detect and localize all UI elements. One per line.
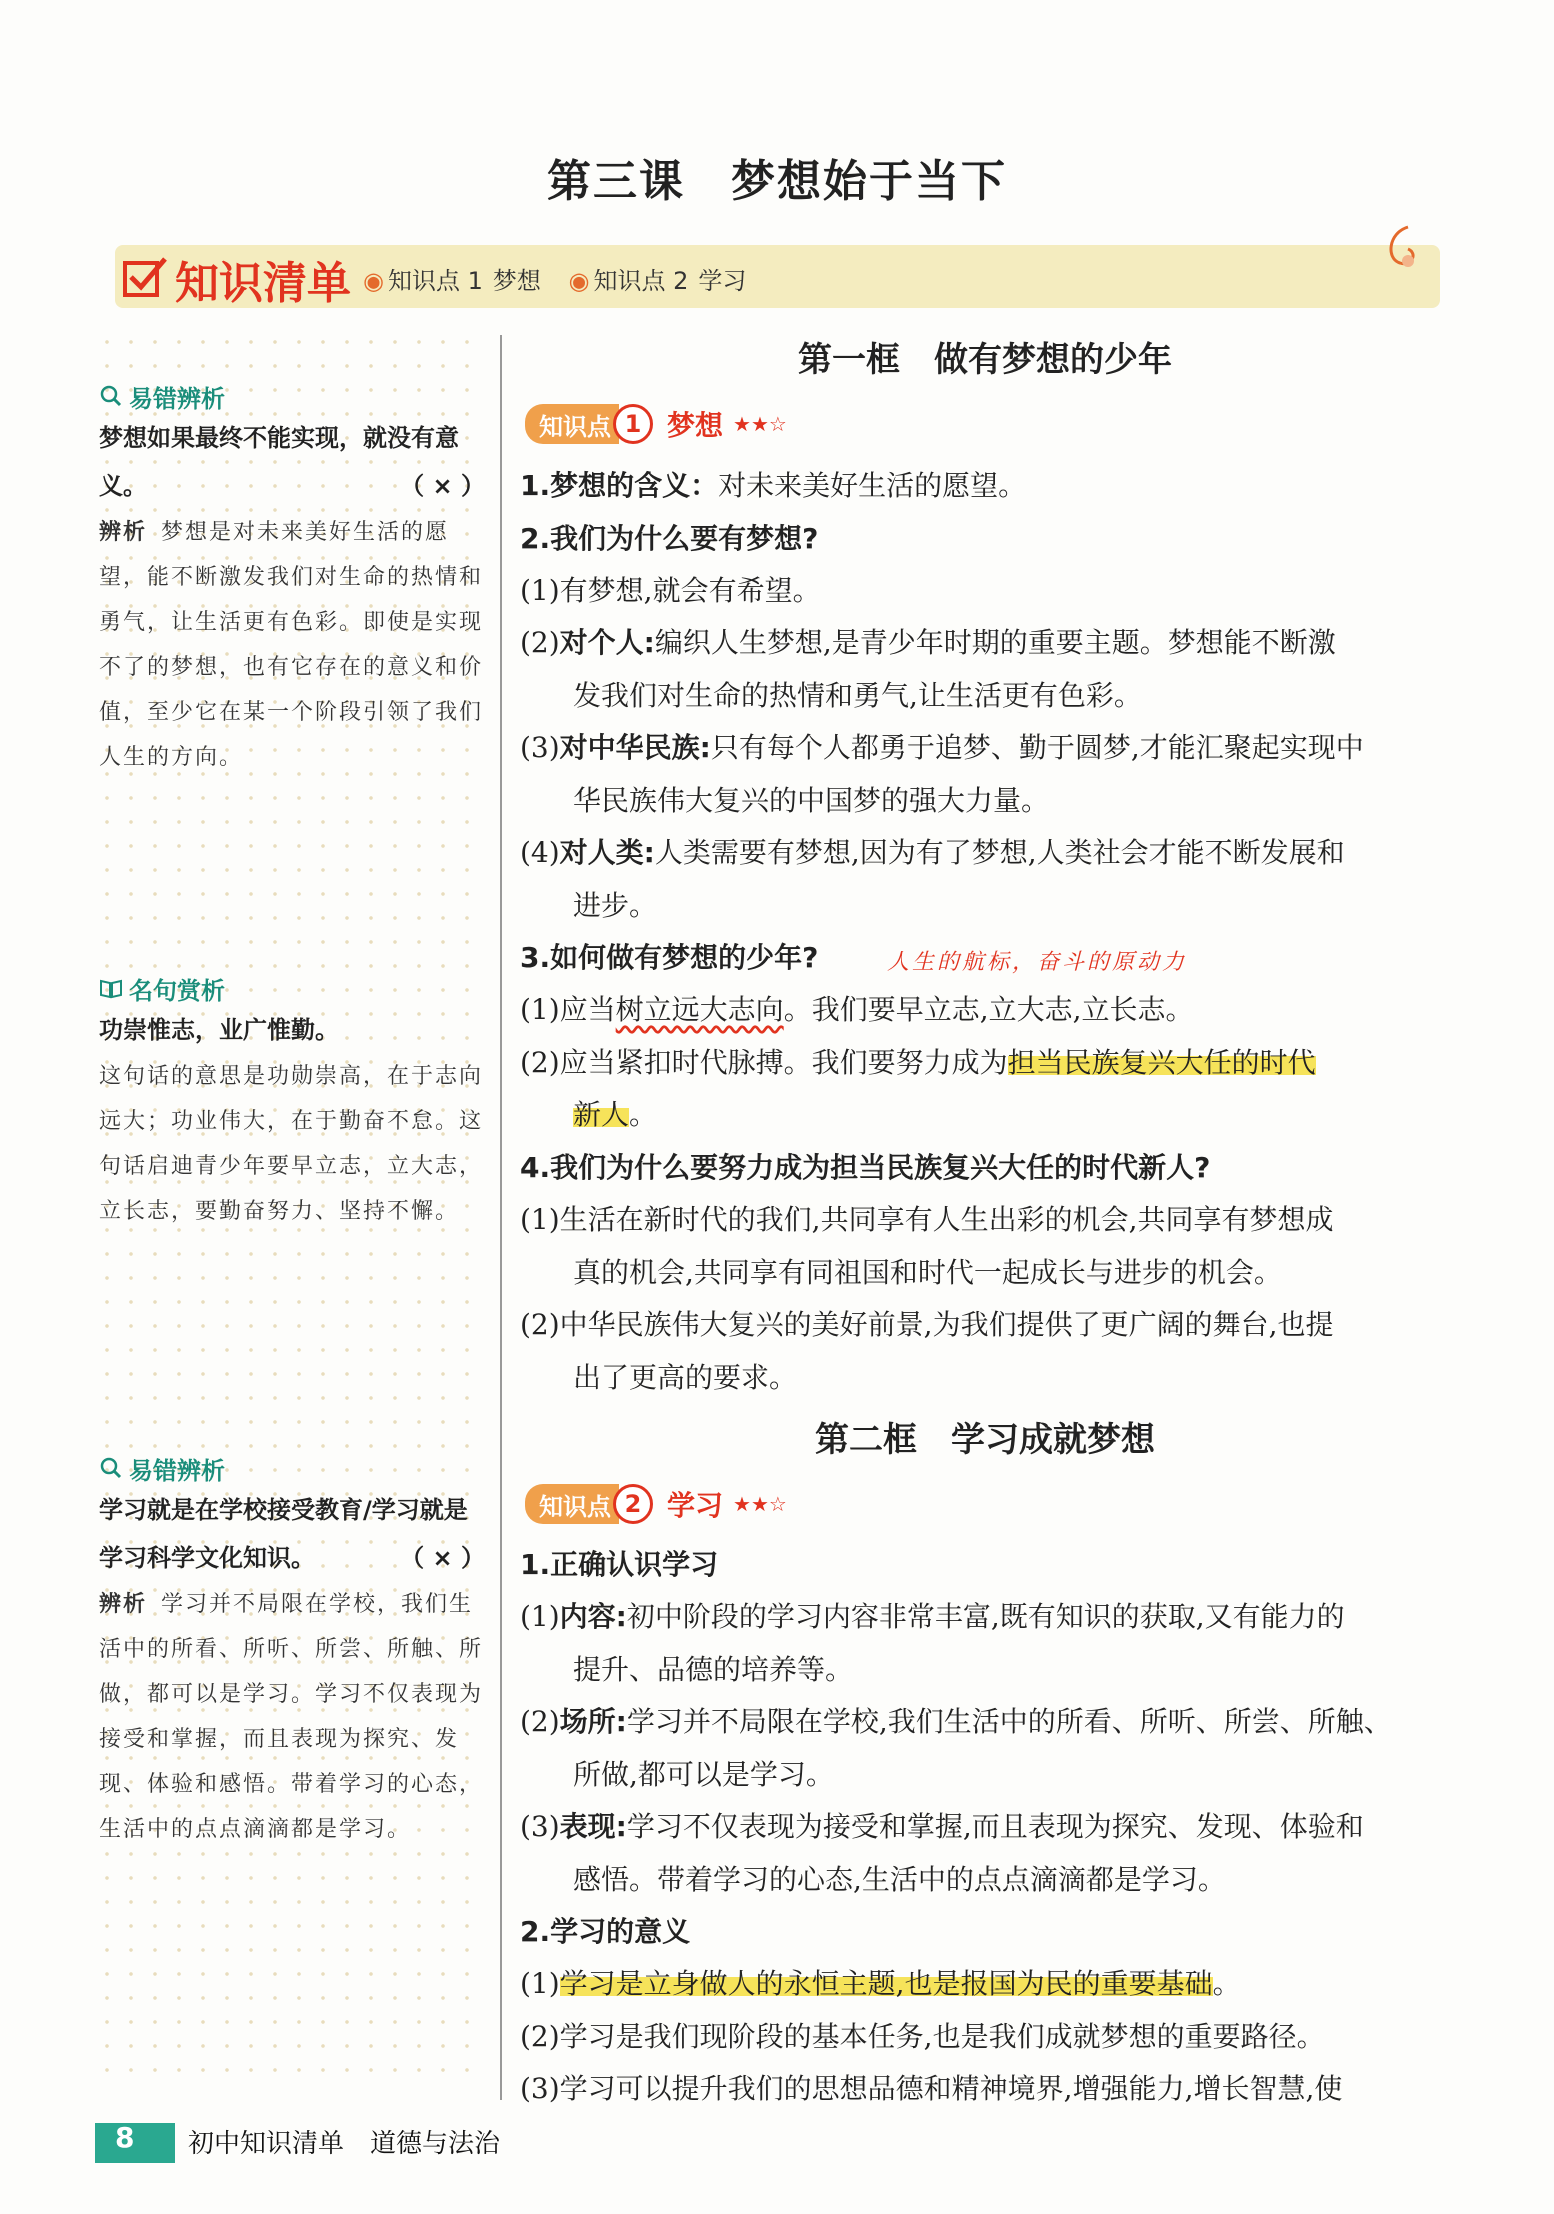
magnifier-icon [99, 1456, 123, 1480]
kp1-heading-why: 2.我们为什么要有梦想? [520, 522, 819, 555]
mistake-question: 学习就是在学校接受教育/学习就是学习科学文化知识。 （ × ） [99, 1496, 485, 1572]
kp1-definition: 1.梦想的含义：对未来美好生活的愿望。 [520, 469, 1027, 502]
kp1-heading-how: 3.如何做有梦想的少年? [520, 941, 819, 974]
kp2-line: (3)表现:学习不仅表现为接受和掌握,而且表现为探究、发现、体验和 [520, 1810, 1364, 1843]
banner-points [363, 261, 766, 296]
mistake-analysis-block-2 [99, 1450, 485, 1852]
section-1-title: 第一框 做有梦想的少年 [798, 340, 1172, 380]
mistake-analysis-heading: 易错辨析 [99, 1450, 485, 1486]
mistake-question: 梦想如果最终不能实现，就没有意义。 （ × ） [99, 424, 485, 500]
kp2-line: (3)学习可以提升我们的思想品德和精神境界,增强能力,增长智慧,使 [520, 2072, 1343, 2105]
kp1-line: 新人。 [573, 1098, 658, 1131]
banner-point-1: ◉ 知识点 1 梦想 [363, 267, 541, 295]
target-dot-icon: ◉ [568, 267, 590, 295]
lesson-title: 第三课 梦想始于当下 [547, 156, 1007, 207]
footer-page-tab [95, 2123, 175, 2163]
banner-point-2: ◉ 知识点 2 学习 [568, 267, 747, 295]
kp1-line: (3)对中华民族:只有每个人都勇于追梦、勤于圆梦,才能汇聚起实现中 [520, 731, 1364, 764]
highlighted-text: 学习是立身做人的永恒主题,也是报国为民的重要基础 [559, 1967, 1213, 2000]
checkbox-icon [121, 253, 169, 301]
kp1-line: (2)对个人:编织人生梦想,是青少年时期的重要主题。梦想能不断激 [520, 626, 1336, 659]
book-icon [99, 976, 123, 1000]
handwritten-note: 人生的航标，奋斗的原动力 [887, 950, 1188, 975]
star-rating-icon: ★★☆ [733, 412, 787, 436]
magnifier-icon [99, 384, 123, 408]
highlighted-text: 担当民族复兴大任的时代 [1007, 1046, 1316, 1079]
famous-quote-heading: 名句赏析 [99, 970, 485, 1006]
mistake-analysis: 辨析 梦想是对未来美好生活的愿望，能不断激发我们对生命的热情和勇气，让生活更有色彩。即使是实现不了的梦想，也有它存在的意义和价值，至少它在某一个阶段引领了我们人生的方向。 [99, 520, 484, 770]
kp1-line: (2)应当紧扣时代脉搏。我们要努力成为担当民族复兴大任的时代 [520, 1046, 1316, 1079]
sidebar [95, 330, 487, 2075]
kp1-line: (2)中华民族伟大复兴的美好前景,为我们提供了更广阔的舞台,也提 [520, 1308, 1334, 1341]
section-2-title: 第二框 学习成就梦想 [815, 1420, 1155, 1460]
kp1-heading-new-people: 4.我们为什么要努力成为担当民族复兴大任的时代新人? [520, 1151, 1211, 1184]
kp2-heading-understand: 1.正确认识学习 [520, 1548, 719, 1581]
mistake-analysis: 辨析 学习并不局限在学校，我们生活中的所看、所听、所尝、所触、所做，都可以是学习。学习不仅表现为接受和掌握，而且表现为探究、发现、体验和感悟。带着学习的心态，生活中的点点滴滴都是学习。 [99, 1592, 484, 1842]
knowledge-point-2-tag: 知识点 2 学习 ★★☆ [525, 1484, 787, 1524]
wavy-underlined-text: 树立远大志向 [615, 993, 784, 1026]
kp2-heading-meaning: 2.学习的意义 [520, 1915, 691, 1948]
kp1-line: 真的机会,共同享有同祖国和时代一起成长与进步的机会。 [573, 1256, 1282, 1289]
knowledge-point-1-tag: 知识点 1 梦想 ★★☆ [525, 404, 787, 444]
famous-quote-block [99, 970, 485, 1234]
kp1-line: 进步。 [573, 889, 658, 922]
kp1-line: (1)应当树立远大志向。我们要早立志,立大志,立长志。 [520, 993, 1194, 1026]
column-divider [500, 335, 502, 2100]
page-number: 8 [115, 2121, 135, 2154]
footer-book-title: 初中知识清单 道德与法治 [188, 2129, 501, 2159]
mistake-analysis-heading: 易错辨析 [99, 378, 485, 414]
kp1-line: (4)对人类:人类需要有梦想,因为有了梦想,人类社会才能不断发展和 [520, 836, 1345, 869]
kp2-line: (1)学习是立身做人的永恒主题,也是报国为民的重要基础。 [520, 1967, 1241, 2000]
kp2-line: 所做,都可以是学习。 [573, 1758, 834, 1791]
kp1-line: 发我们对生命的热情和勇气,让生活更有色彩。 [573, 679, 1142, 712]
kp2-line: 提升、品德的培养等。 [573, 1653, 854, 1686]
banner-title: 知识清单 [175, 258, 351, 309]
kp1-line: 出了更高的要求。 [573, 1361, 798, 1394]
swirl-decoration-icon [1378, 223, 1428, 283]
kp2-line: 感悟。带着学习的心态,生活中的点点滴滴都是学习。 [573, 1863, 1226, 1896]
knowledge-list-banner [115, 245, 1440, 308]
famous-quote: 功崇惟志，业广惟勤。 [99, 1016, 339, 1044]
quote-explanation: 这句话的意思是功勋崇高，在于志向远大；功业伟大，在于勤奋不怠。这句话启迪青少年要早立志，立大志，立长志，要勤奋努力、坚持不懈。 [99, 1064, 484, 1224]
kp2-line: (2)学习是我们现阶段的基本任务,也是我们成就梦想的重要路径。 [520, 2020, 1325, 2053]
kp1-line: 华民族伟大复兴的中国梦的强大力量。 [573, 784, 1050, 817]
kp2-line: (1)内容:初中阶段的学习内容非常丰富,既有知识的获取,又有能力的 [520, 1600, 1345, 1633]
mistake-analysis-block-1 [99, 378, 485, 780]
kp2-line: (2)场所:学习并不局限在学校,我们生活中的所看、所听、所尝、所触、 [520, 1705, 1392, 1738]
star-rating-icon: ★★☆ [733, 1492, 787, 1516]
target-dot-icon: ◉ [363, 267, 384, 295]
kp1-line: (1)有梦想,就会有希望。 [520, 574, 821, 607]
kp1-line: (1)生活在新时代的我们,共同享有人生出彩的机会,共同享有梦想成 [520, 1203, 1334, 1236]
highlighted-text: 新人 [573, 1098, 630, 1131]
